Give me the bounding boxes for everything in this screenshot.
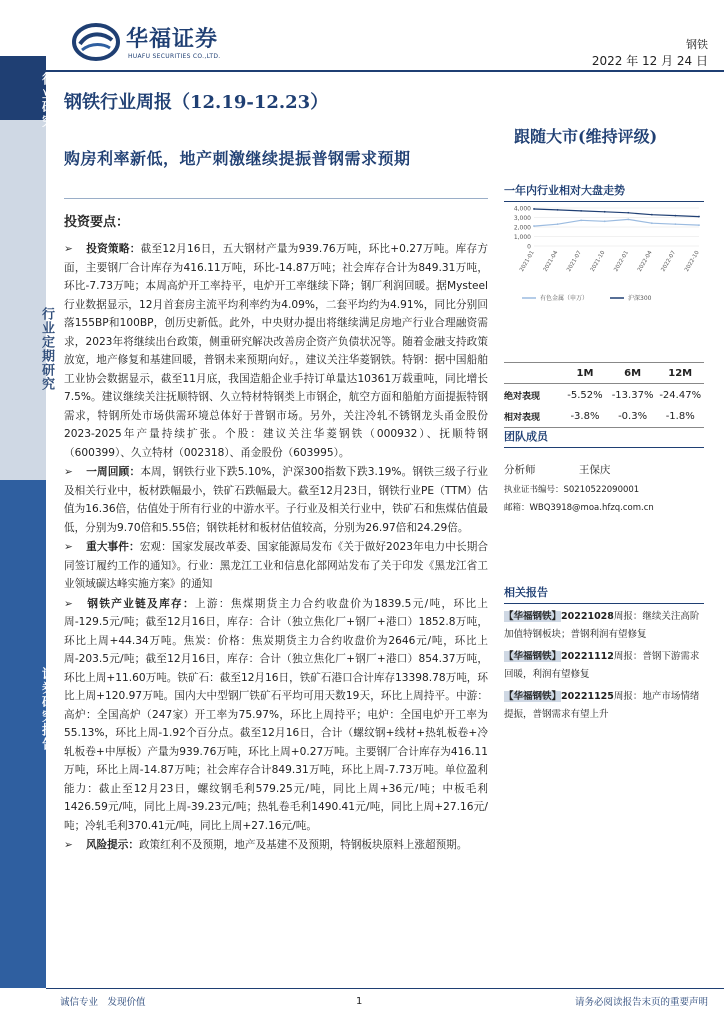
related-heading: 相关报告 (504, 584, 704, 604)
arrow-bullet-icon: ➢ (64, 243, 73, 255)
perf-cell: -24.47% (659, 389, 702, 401)
series-point (675, 215, 677, 217)
analyst-cert: 执业证书编号：S0210522090001 (504, 485, 640, 495)
header-divider (46, 70, 724, 72)
paragraph-text: 上游：焦煤期货主力合约收盘价为1839.5元/吨，环比上周-129.5元/吨；截至12月16日，库存：合计（独立焦化厂+钢厂+港口）1852.8万吨，环比上周+44.34万吨。焦炭：价格：焦炭期货主力合约收盘价为2646元/吨，环比上周-203.5元/吨；截至12月16日，库存：合计（独立焦化厂+钢厂+港口）854.37万吨，环比上周+11.60万吨。铁矿石：截至12月16日，铁矿石港口合计库存13398.78万吨，环比上周+120.97万吨。国内大中型钢厂铁矿石平均可用天数19天，环比上周持平。中游：高炉：全国高炉（247家）开工率为75.97%，环比上周持平；电炉：全国电炉开工率为55.13%，环比上周-1.92个百分点。截至12月16日，合计（螺纹钢+线材+热轧板卷+冷轧板卷+中厚板）产量为939.76万吨，环比上周+0.27万吨。主要钢厂合计库存为416.11万吨，环比上周-14.87万吨；社会库存合计849.31万吨，环比上周-7.73万吨。单位盈利能力：截止至12月23日，螺纹钢毛利579.25元/吨，同比上周+36元/吨；中板毛利1426.59元/吨，同比上周-39.23元/吨；热轧卷毛利1490.41元/吨，同比上周+27.16元/吨；冷轧毛利370.41元/吨，同比上周+27.16元/吨。 (64, 597, 488, 832)
section-title: 投资要点： (64, 215, 130, 230)
related-reports (504, 584, 704, 724)
related-report-text: 周报：继续关注高阶加值特钢板块；普钢利润有望修复 (504, 611, 700, 640)
arrow-bullet-icon: ➢ (64, 541, 73, 553)
main-content (64, 205, 488, 856)
series-point (533, 208, 535, 210)
performance-row-absolute (504, 384, 704, 406)
paragraph-list (64, 240, 488, 855)
related-report-date: 20221125 (561, 691, 614, 702)
report-date: 2022 年 12 月 24 日 (591, 54, 708, 68)
chart-heading-box (504, 182, 704, 202)
x-tick-label: 2022-10 (684, 250, 701, 273)
series-point (651, 222, 653, 224)
main-divider (64, 198, 488, 199)
series-point (627, 219, 629, 221)
perf-row-label: 绝对表现 (504, 391, 541, 402)
performance-row-relative (504, 406, 704, 428)
paragraph-text: 宏观：国家发展改革委、国家能源局发布《关于做好2023年电力中长期合同签订履约工作的通知》。行业：黑龙江工业和信息化部网站发布了关于印发《黑龙江省工业领域碳达峰实施方案》的通知 (64, 541, 488, 590)
chart-heading: 一年内行业相对大盘走势 (504, 182, 704, 202)
series-point (651, 214, 653, 216)
analyst-name: 王保庆 (578, 464, 611, 476)
series-point (557, 209, 559, 211)
related-report-tag: 【华福钢铁】 (504, 651, 562, 662)
x-tick-label: 2022-04 (636, 250, 654, 273)
perf-row-label: 相对表现 (504, 413, 541, 423)
related-report-date: 20221028 (561, 611, 614, 622)
body-paragraph (64, 538, 488, 594)
series-point (604, 220, 606, 222)
team-section (504, 428, 704, 513)
x-tick-label: 2022-01 (613, 250, 631, 273)
y-tick-label: 3,000 (513, 215, 531, 222)
side-label-periodic-research: 行业定期研究 (39, 307, 54, 391)
related-report-item[interactable] (504, 608, 704, 644)
body-paragraph (64, 836, 488, 855)
chart-container (504, 200, 704, 310)
paragraph-lead: 一周回顾： (86, 466, 141, 478)
perf-header-1m: 1M (576, 367, 594, 379)
paragraph-lead: 钢铁产业链及库存： (86, 597, 195, 610)
related-report-item[interactable] (504, 648, 704, 684)
paragraph-lead: 风险提示： (86, 839, 139, 851)
x-tick-label: 2021-04 (542, 250, 560, 273)
y-tick-label: 0 (527, 243, 531, 251)
x-tick-label: 2021-07 (566, 250, 583, 273)
footer-divider (46, 988, 724, 989)
side-label-securities-report: 证券研究报告 (39, 667, 54, 751)
report-title: 钢铁行业周报（12.19-12.23） (64, 92, 329, 113)
perf-cell: -0.3% (618, 411, 648, 422)
y-tick-label: 1,000 (513, 234, 531, 241)
y-tick-label: 4,000 (513, 205, 531, 213)
arrow-bullet-icon: ➢ (64, 597, 73, 610)
paragraph-text: 截至12月16日，五大钢材产量为939.76万吨，环比+0.27万吨。库存方面，主要钢厂合计库存为416.11万吨，环比-14.87万吨；社会库存合计为849.31万吨，环比-7.73万吨；本周高炉开工率持平，电炉开工率继续下降；钢厂利润回暖。据Mysteel行业数据显示，12月首套房主流平均利率约为4.09%，二套平均约为4.91%，同比分别回落155BP和100BP，创历史新低。此外，中央财办提出将继续满足房地产行业合理融资需求，2023年将继续出台政策，侧重研究解决改善房企资产负债状况等。随着金融支持政策放宽，地产修复和基建回暖，普钢未来预期向好。，建议关注华菱钢铁。特钢：据中国船舶工业协会数据显示，截至11月底，我国造船企业手持订单量达10361万载重吨，同比增长7.5%。建议继续关注抚顺特钢、久立特材特钢类上市钢企，航空方面和船舶方面提振特钢需求，特钢所处市场供需环境总体好于普钢市场。另外，关注冷轧不锈钢龙头甬金股份2023-2025年产量持续扩张。个股：建议关注华菱钢铁（000932）、抚顺特钢（600399）、久立特材（002318）、甬金股份（603995）。 (64, 243, 488, 459)
side-band (0, 56, 54, 988)
perf-cell: -3.8% (570, 411, 600, 422)
paragraph-text: 政策红利不及预期，地产及基建不及预期，特钢板块原料上涨超预期。 (138, 839, 468, 851)
body-paragraph (64, 240, 488, 462)
trend-chart (504, 200, 704, 310)
series-point (557, 223, 559, 225)
report-subtitle: 购房利率新低，地产刺激继续提振普钢需求预期 (64, 149, 411, 168)
series-point (580, 219, 582, 221)
perf-cell: -13.37% (611, 389, 654, 401)
series-point (627, 212, 629, 214)
series-point (698, 216, 700, 218)
performance-header-row (504, 362, 704, 384)
x-tick-label: 2022-07 (660, 250, 678, 273)
x-tick-label: 2021-01 (519, 250, 536, 273)
analyst-email[interactable]: 邮箱：WBQ3918@moa.hfzq.com.cn (504, 503, 654, 513)
x-tick-label: 2021-10 (589, 250, 607, 273)
footer-slogan: 诚信专业 发现价值 (60, 997, 146, 1008)
body-paragraph (64, 463, 488, 537)
legend-label: 有色金属（申万） (540, 295, 589, 302)
series-point (580, 210, 582, 212)
side-label-industry-research: 行业研究 (39, 72, 54, 128)
legend-label: 沪深300 (628, 295, 652, 302)
y-tick-label: 2,000 (513, 224, 531, 232)
company-logo-icon (72, 22, 120, 62)
related-report-text: 周报：普钢下游需求回暖，利润有望修复 (504, 651, 700, 680)
series-point (675, 223, 677, 225)
industry-tag: 钢铁 (686, 38, 708, 51)
performance-table (504, 362, 704, 428)
paragraph-text: 本周，钢铁行业下跌5.10%，沪深300指数下跌3.19%。钢铁三级子行业及相关行业中，板材跌幅最小，铁矿石跌幅最大。截至12月23日，钢铁行业PE（TTM）估值为16.36倍，估值处于所有行业的中游水平。子行业及相关行业中，铁矿石和焦煤估值最低，分别为9.70倍和5.55倍；钢铁耗材和板材估值较高，分别为26.97倍和24.29倍。 (64, 466, 488, 534)
arrow-bullet-icon: ➢ (64, 839, 73, 851)
arrow-bullet-icon: ➢ (64, 466, 73, 478)
series-line-1 (534, 219, 699, 226)
related-report-date: 20221112 (561, 651, 614, 662)
perf-cell: -1.8% (665, 411, 695, 422)
rating: 跟随大市(维持评级) (514, 127, 658, 146)
related-report-item[interactable] (504, 688, 704, 724)
logo-text-cn: 华福证券 (126, 26, 219, 52)
related-report-tag: 【华福钢铁】 (504, 611, 562, 622)
related-report-text: 周报：地产市场情绪提振，普钢需求有望上升 (504, 691, 700, 720)
logo-text-en: HUAFU SECURITIES CO.,LTD. (128, 53, 221, 60)
company-logo (72, 20, 262, 68)
series-point (604, 211, 606, 213)
analyst-line (504, 462, 704, 477)
related-report-tag: 【华福钢铁】 (504, 691, 562, 702)
perf-header-6m: 6M (624, 367, 642, 379)
team-heading: 团队成员 (504, 428, 704, 448)
body-paragraph (64, 595, 488, 836)
series-line-2 (534, 209, 699, 217)
analyst-role: 分析师 (504, 464, 536, 476)
series-point (533, 225, 535, 227)
paragraph-lead: 投资策略： (86, 243, 141, 255)
series-point (698, 224, 700, 226)
perf-cell: -5.52% (567, 389, 603, 401)
page-number: 1 (356, 996, 363, 1007)
footer-disclaimer: 请务必阅读报告末页的重要声明 (574, 997, 708, 1008)
paragraph-lead: 重大事件： (86, 541, 140, 553)
perf-header-12m: 12M (668, 367, 693, 379)
